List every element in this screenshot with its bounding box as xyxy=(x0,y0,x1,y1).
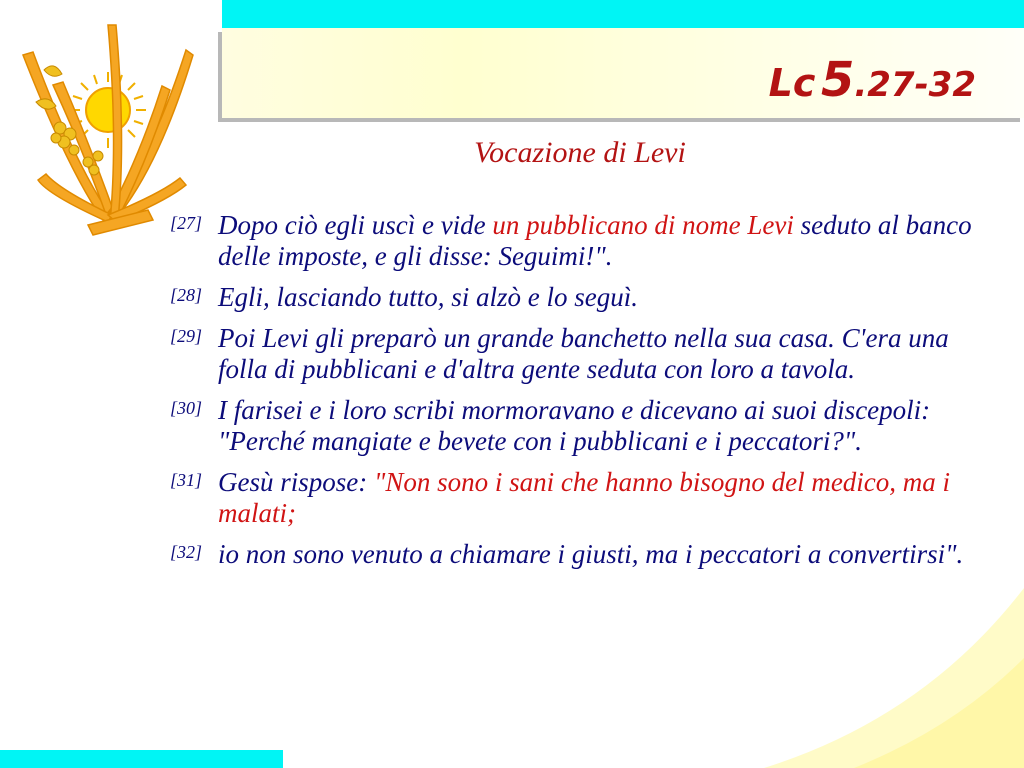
sun-and-wheat-icon xyxy=(8,10,208,240)
verse-text: Egli, lasciando tutto, si alzò e lo seguì. xyxy=(218,282,638,312)
verse-text: seduto al banco delle imposte, e gli disse: Seguimi!". xyxy=(218,210,972,271)
verse-highlight: un pubblicano di nome Levi xyxy=(492,210,794,240)
verse-number: [32] xyxy=(170,542,203,562)
title-book: Lc xyxy=(768,61,816,105)
page-title xyxy=(769,52,976,108)
verse-text: Dopo ciò egli uscì e vide xyxy=(218,210,493,240)
verse-27 xyxy=(170,210,990,272)
verse-number: [28] xyxy=(170,285,203,305)
title-verses: .27-32 xyxy=(854,65,976,105)
verse-number: [31] xyxy=(170,470,203,490)
verse-28 xyxy=(170,282,990,313)
top-accent-band xyxy=(222,0,1024,28)
verse-29 xyxy=(170,323,990,385)
verse-32 xyxy=(170,539,990,570)
verse-number: [27] xyxy=(170,213,203,233)
verse-number: [29] xyxy=(170,326,203,346)
bottom-accent-band xyxy=(0,750,283,768)
title-chapter: 5 xyxy=(820,52,855,108)
verse-text: Gesù rispose: xyxy=(218,467,374,497)
verse-30 xyxy=(170,395,990,457)
subtitle: Vocazione di Levi xyxy=(474,136,686,169)
verse-number: [30] xyxy=(170,398,203,418)
verse-text: I farisei e i loro scribi mormoravano e dicevano ai suoi discepoli: "Perché mangiate e bevete con i pubblicani e i peccatori?". xyxy=(218,395,931,456)
verse-31 xyxy=(170,467,990,529)
verse-text: io non sono venuto a chiamare i giusti, ma i peccatori a convertirsi". xyxy=(218,539,964,569)
verse-list xyxy=(170,210,990,580)
corner-decoration xyxy=(724,568,1024,768)
verse-text: Poi Levi gli preparò un grande banchetto nella sua casa. C'era una folla di pubblicani e d'altra gente seduta con loro a tavola. xyxy=(218,323,949,384)
verse-highlight: "Non sono i sani che hanno bisogno del medico, ma i malati; xyxy=(218,467,951,528)
